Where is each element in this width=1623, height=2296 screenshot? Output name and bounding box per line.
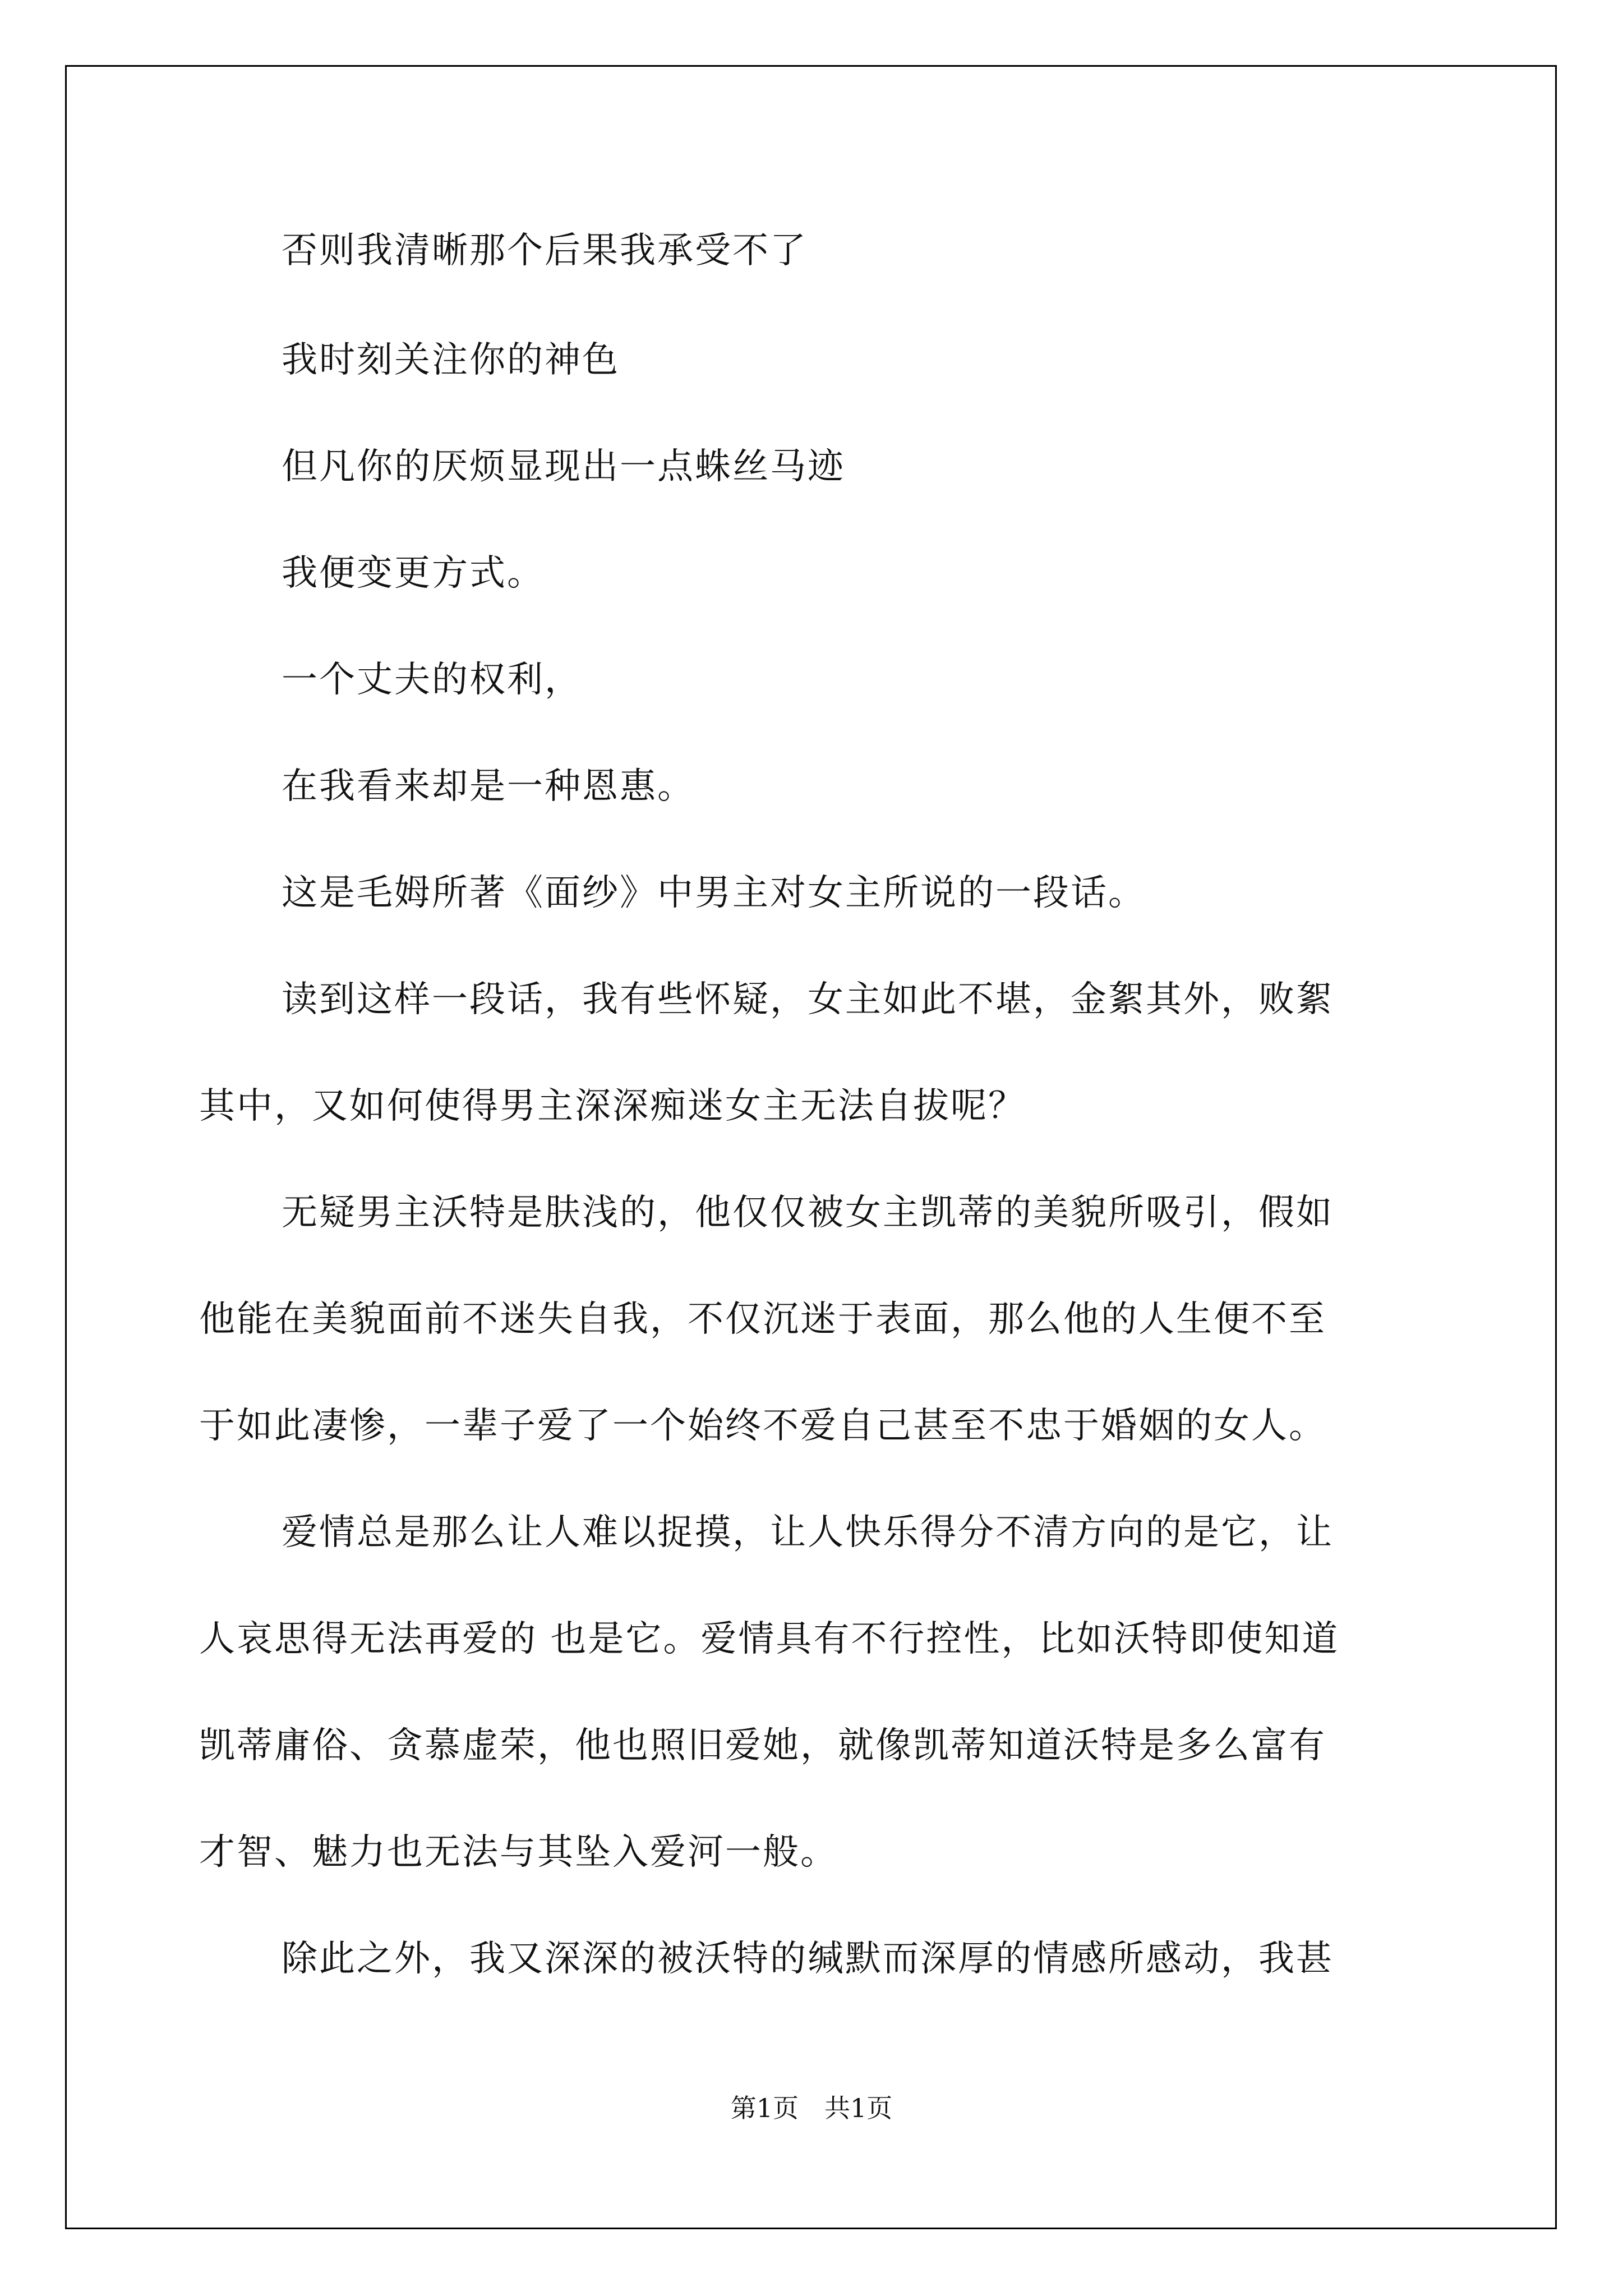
text-line: 于如此凄惨，一辈子爱了一个始终不爱自己甚至不忠于婚姻的女人。 [199,1405,1326,1447]
text-line: 读到这样一段话，我有些怀疑，女主如此不堪，金絮其外，败絮 [282,979,1334,1020]
text-line: 否则我清晰那个后果我承受不了 [282,230,808,272]
text-line: 除此之外，我又深深的被沃特的缄默而深厚的情感所感动，我甚 [282,1938,1334,1980]
page-footer: 第1页 共1页 [730,2093,893,2123]
text-line: 人哀思得无法再爱的 也是它。爱情具有不行控性，比如沃特即使知道 [199,1618,1340,1660]
text-line: 才智、魅力也无法与其坠入爱河一般。 [199,1832,838,1873]
text-line: 他能在美貌面前不迷失自我，不仅沉迷于表面，那么他的人生便不至 [199,1299,1326,1340]
text-line: 无疑男主沃特是肤浅的，他仅仅被女主凯蒂的美貌所吸引，假如 [282,1192,1334,1234]
text-line: 我时刻关注你的神色 [282,339,620,381]
text-line: 但凡你的厌烦显现出一点蛛丝马迹 [282,446,845,487]
page-border [65,65,1557,2229]
text-line: 我便变更方式。 [282,553,545,594]
text-line: 其中，又如何使得男主深深痴迷女主无法自拔呢？ [199,1085,1026,1127]
text-line: 爱情总是那么让人难以捉摸，让人快乐得分不清方向的是它，让 [282,1512,1334,1553]
text-line: 这是毛姆所著《面纱》中男主对女主所说的一段话。 [282,872,1146,914]
text-line: 一个丈夫的权利， [282,659,582,701]
text-line: 凯蒂庸俗、贪慕虚荣，他也照旧爱她，就像凯蒂知道沃特是多么富有 [199,1725,1326,1766]
text-line: 在我看来却是一种恩惠。 [282,766,695,807]
